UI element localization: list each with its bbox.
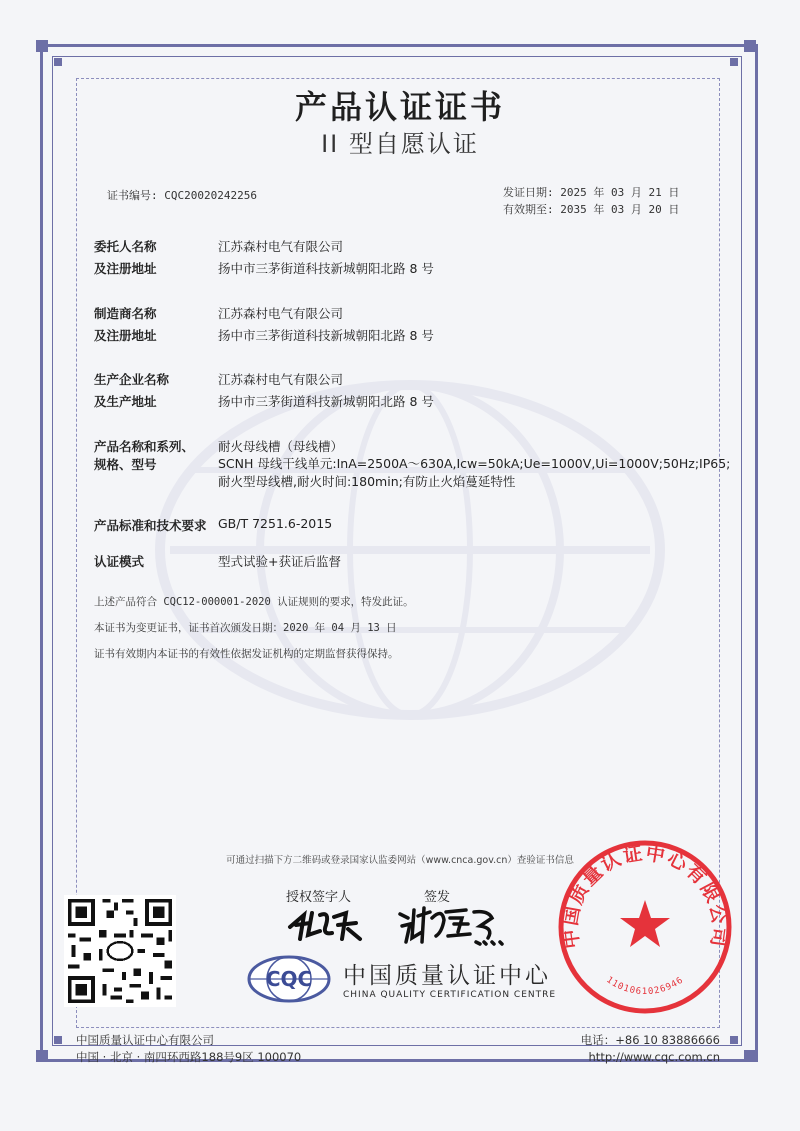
product-spec: SCNH 母线干线单元:InA=2500A～630A,Icw=50kA;Ue=1000V,Ui=1000V;50Hz;IP65;耐火型母线槽,耐火时间:180min;有防止火焰蔓延特性: [218, 456, 731, 489]
issuer-label: 签发: [424, 890, 451, 905]
cqc-logo-text: CQC: [265, 967, 313, 991]
manufacturer-name: 江苏森村电气有限公司: [218, 306, 344, 321]
certificate-subtitle: II 型自愿认证: [321, 130, 479, 158]
standard-value: GB/T 7251.6-2015: [218, 516, 333, 531]
corner-square: [36, 1050, 48, 1062]
seal-number: 1101061026946: [604, 975, 686, 998]
mode-label: 认证模式: [94, 554, 145, 569]
factory-name: 江苏森村电气有限公司: [218, 372, 344, 387]
factory-name-label: 生产企业名称: [94, 372, 170, 387]
statement-line: 上述产品符合 CQC12-000001-2020 认证规则的要求，特发此证。: [94, 596, 414, 608]
official-seal: [556, 838, 734, 1016]
corner-square: [744, 1050, 756, 1062]
footer-website[interactable]: http://www.cqc.com.cn: [588, 1050, 720, 1064]
certificate-dates: [503, 184, 679, 218]
factory-address: 扬中市三茅街道科技新城朝阳北路 8 号: [218, 394, 434, 409]
cqc-watermark: [150, 380, 670, 720]
seal-text: 中国质量认证中心有限公司: [559, 842, 731, 950]
footer-contact-info: [581, 1032, 720, 1066]
issue-date-label: 发证日期:: [503, 186, 554, 199]
applicant-address: 扬中市三茅街道科技新城朝阳北路 8 号: [218, 261, 434, 276]
statement-line: 证书有效期内本证书的有效性依据发证机构的定期监督获得保持。: [94, 648, 399, 660]
product-label-line2: 规格、型号: [94, 457, 157, 472]
applicant-name: 江苏森村电气有限公司: [218, 239, 344, 254]
expiry-date-label: 有效期至:: [503, 203, 554, 216]
svg-text:1101061026946: [604, 975, 686, 997]
product-label-line1: 产品名称和系列、: [94, 439, 195, 454]
qr-code[interactable]: [64, 895, 176, 1007]
corner-square: [36, 40, 48, 52]
manufacturer-address-label: 及注册地址: [94, 328, 157, 343]
org-name-en: CHINA QUALITY CERTIFICATION CENTRE: [343, 990, 557, 1000]
statement-line: 本证书为变更证书，证书首次颁发日期：2020 年 04 月 13 日: [94, 622, 397, 634]
cert-no-label: 证书编号:: [107, 189, 158, 202]
qr-verification-note: 可通过扫描下方二维码或登录国家认监委网站（www.cnca.gov.cn）查验证书信息: [226, 855, 574, 866]
corner-square: [54, 1036, 62, 1044]
corner-square: [730, 1036, 738, 1044]
corner-square: [744, 40, 756, 52]
issue-date-value: 2025 年 03 月 21 日: [560, 186, 680, 199]
footer-company-info: [76, 1032, 301, 1066]
corner-square: [54, 58, 62, 66]
cqc-logo: [247, 955, 331, 1003]
issuer-signature: [396, 902, 506, 948]
applicant-address-label: 及注册地址: [94, 261, 157, 276]
certificate-title: 产品认证证书: [294, 88, 505, 126]
org-name-cn: 中国质量认证中心: [343, 963, 551, 989]
applicant-name-label: 委托人名称: [94, 239, 157, 254]
footer-address: 中国 · 北京 · 南四环西路188号9区 100070: [76, 1050, 302, 1064]
manufacturer-name-label: 制造商名称: [94, 306, 157, 321]
footer-company: 中国质量认证中心有限公司: [76, 1033, 214, 1047]
seal-star-icon: [620, 900, 670, 947]
footer-phone: 电话：+86 10 83886666: [580, 1033, 720, 1047]
corner-square: [730, 58, 738, 66]
factory-address-label: 及生产地址: [94, 394, 157, 409]
product-name: 耐火母线槽（母线槽）: [218, 439, 344, 454]
signer-signature: [286, 905, 366, 945]
cert-no-value: CQC20020242256: [164, 189, 257, 202]
certificate-number: [107, 187, 257, 203]
manufacturer-address: 扬中市三茅街道科技新城朝阳北路 8 号: [218, 328, 434, 343]
signer-label: 授权签字人: [286, 890, 352, 905]
expiry-date-value: 2035 年 03 月 20 日: [560, 203, 680, 216]
mode-value: 型式试验+获证后监督: [218, 554, 341, 569]
standard-label: 产品标准和技术要求: [94, 518, 207, 533]
